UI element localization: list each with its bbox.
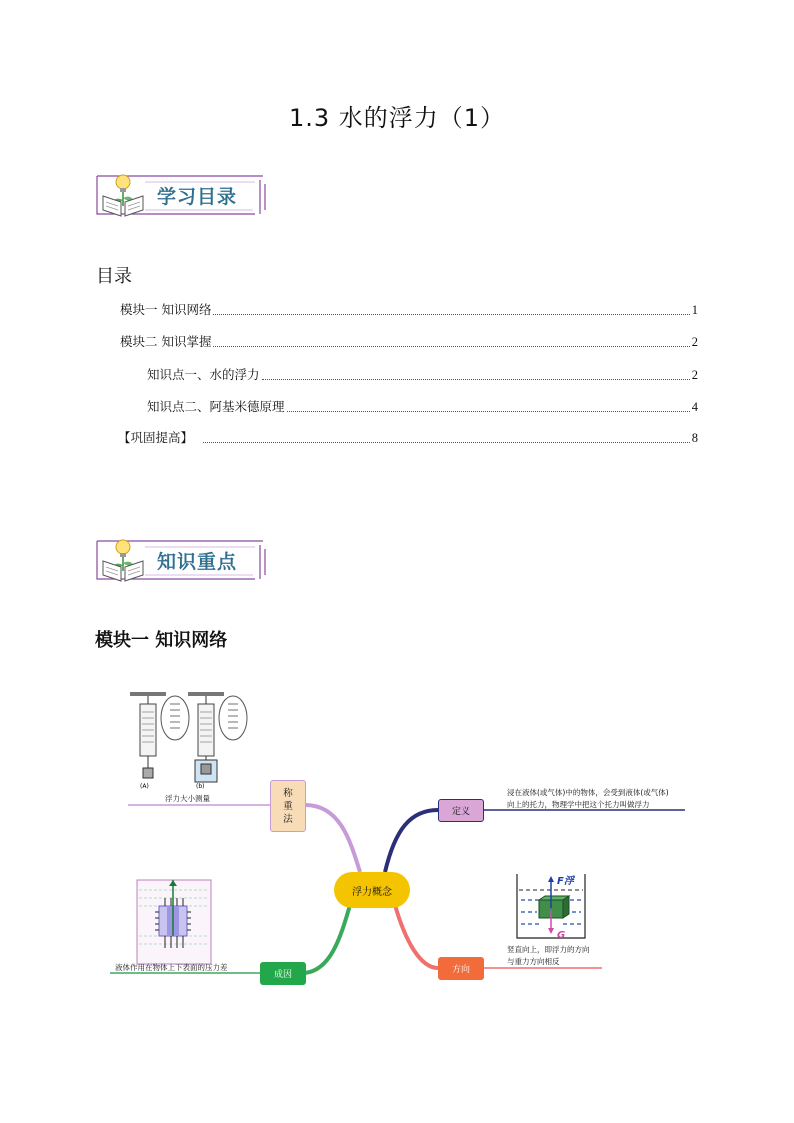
banner-title: 知识重点	[157, 551, 238, 573]
toc-leader	[287, 411, 690, 412]
toc-banner	[95, 170, 271, 220]
toc-item-label: 模块二 知识掌握	[120, 334, 212, 349]
module-heading: 模块一 知识网络	[95, 630, 228, 651]
pressure-difference-figure	[135, 876, 213, 966]
figure-label-a: (A)	[140, 783, 149, 790]
toc-item-page: 1	[691, 303, 698, 317]
toc-item-label: 知识点二、阿基米德原理	[147, 399, 285, 414]
toc-item-page: 4	[691, 400, 698, 414]
buoyancy-direction-figure	[515, 872, 587, 942]
toc-item[interactable]	[120, 332, 698, 350]
toc-leader	[213, 346, 689, 347]
caption-cause: 液体作用在物体上下表面的压力差	[115, 963, 228, 972]
gravity-label: G	[557, 930, 566, 941]
caption-definition-line1: 浸在液体(或气体)中的物体，会受到液体(或气体)	[507, 788, 669, 797]
toc-item-label: 【巩固提高】	[118, 430, 194, 445]
branch-definition-curve	[385, 810, 438, 872]
keypoints-banner	[95, 535, 271, 585]
toc-item[interactable]	[120, 300, 698, 318]
caption-definition-line2: 向上的托力，物理学中把这个托力叫做浮力	[507, 800, 650, 809]
mindmap-center-node[interactable]: 浮力概念	[334, 872, 410, 908]
toc-item-page: 2	[691, 368, 698, 382]
branch-cause-curve	[305, 905, 350, 973]
caption-direction-line1: 竖直向上，即浮力的方向	[507, 945, 590, 954]
branch-direction-curve	[395, 905, 438, 968]
node-definition[interactable]: 定义	[438, 799, 484, 822]
toc-item-label: 知识点一、水的浮力	[147, 367, 260, 382]
toc-item-label: 模块一 知识网络	[120, 302, 212, 317]
node-direction[interactable]: 方向	[438, 957, 484, 980]
node-weighing[interactable]: 称重法	[270, 780, 306, 832]
branch-weighing-curve	[305, 805, 360, 872]
toc-leader	[213, 314, 689, 315]
toc-item-page: 8	[691, 431, 698, 445]
book-lightbulb-icon	[101, 172, 145, 218]
f-float-label: F浮	[557, 876, 574, 887]
toc-item[interactable]	[118, 428, 698, 446]
toc-heading: 目录	[96, 266, 132, 287]
banner-title: 学习目录	[157, 186, 238, 208]
caption-weighing: 浮力大小测量	[165, 794, 210, 803]
toc-leader	[203, 442, 690, 443]
page-title: 1.3 水的浮力（1）	[288, 104, 506, 132]
book-lightbulb-icon	[101, 537, 145, 583]
figure-label-b: (b)	[196, 783, 205, 790]
caption-direction-line2: 与重力方向相反	[507, 957, 560, 966]
toc-item[interactable]	[147, 365, 698, 383]
toc-item-page: 2	[691, 335, 698, 349]
spring-scale-figure	[128, 690, 253, 790]
toc-leader	[262, 379, 690, 380]
node-cause[interactable]: 成因	[260, 962, 306, 985]
mindmap-branches	[0, 680, 794, 1000]
toc-item[interactable]	[147, 397, 698, 415]
